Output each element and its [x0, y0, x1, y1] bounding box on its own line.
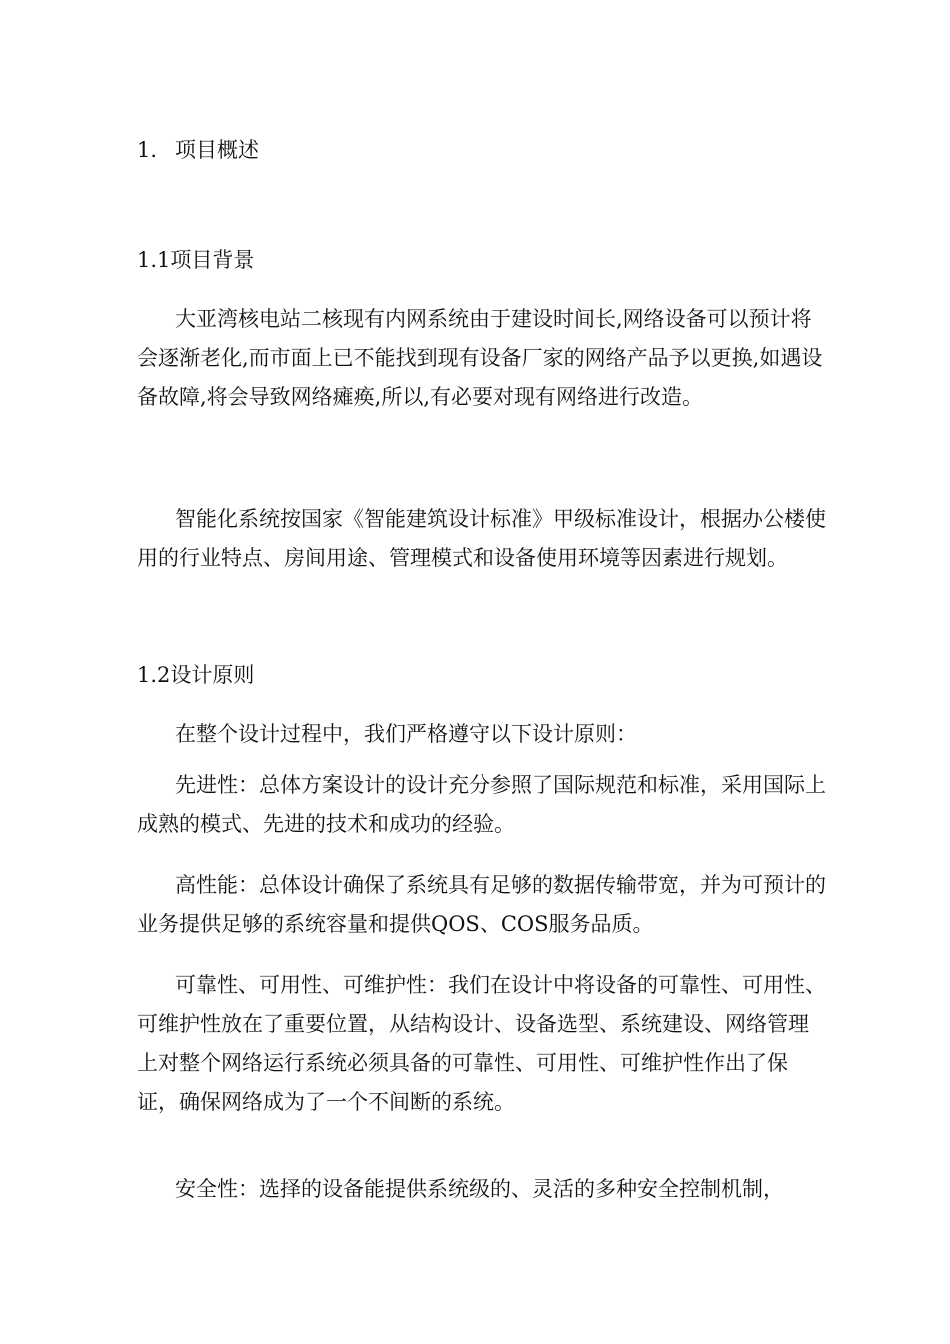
subsection-heading-1-1: 1.1项目背景 [137, 248, 255, 272]
paragraph-background-1: 大亚湾核电站二核现有内网系统由于建设时间长,网络设备可以预计将会逐渐老化,而市面上已不能找到现有设备厂家的网络产品予以更换,如遇设备故障,将会导致网络瘫痪,所以,有必要对现有网络进行改造。 [137, 307, 823, 409]
paragraph-principles-intro: 在整个设计过程中，我们严格遵守以下设计原则： [175, 722, 637, 746]
paragraph-principle-security: 安全性：选择的设备能提供系统级的、灵活的多种安全控制机制， [175, 1177, 784, 1201]
section-number: 1. [137, 138, 158, 162]
subsection-heading-1-2: 1.2设计原则 [137, 663, 255, 687]
paragraph-principle-performance: 高性能：总体设计确保了系统具有足够的数据传输带宽，并为可预计的业务提供足够的系统容量和提供QOS、COS服务品质。 [137, 873, 826, 936]
section-heading-1 [137, 134, 259, 166]
paragraph-background-2: 智能化系统按国家《智能建筑设计标准》甲级标准设计，根据办公楼使用的行业特点、房间用途、管理模式和设备使用环境等因素进行规划。 [137, 507, 826, 570]
section-title: 项目概述 [175, 138, 259, 162]
paragraph-principle-advanced: 先进性：总体方案设计的设计充分参照了国际规范和标准，采用国际上成熟的模式、先进的技术和成功的经验。 [137, 773, 826, 836]
paragraph-principle-reliability: 可靠性、可用性、可维护性：我们在设计中将设备的可靠性、可用性、可维护性放在了重要位置，从结构设计、设备选型、系统建设、网络管理上对整个网络运行系统必须具备的可靠性、可用性、可维护性作出了保证，确保网络成为了一个不间断的系统。 [137, 973, 826, 1114]
